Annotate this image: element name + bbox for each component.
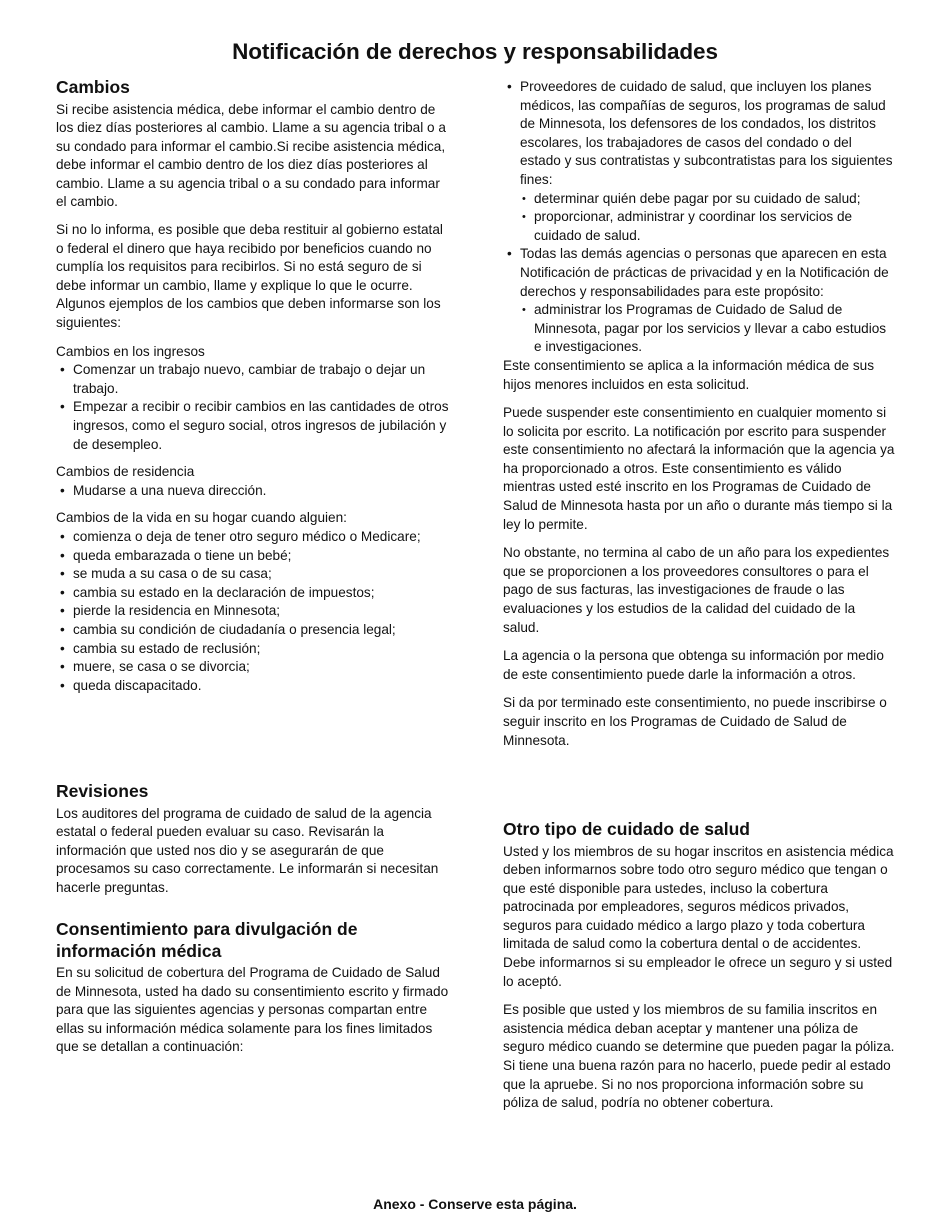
list-item: • Empezar a recibir o recibir cambios en las cantidades de otros ingresos, como el seguro social, otros ingresos de jubilación y de desempleo. (56, 398, 451, 454)
changes-paragraph-2: Si no lo informa, es posible que deba restituir al gobierno estatal o federal el dinero que haya recibido por beneficios cuando no cumplía los requisitos para recibirlos. Si no está seguro de si debe informar un cambio, llame y explique lo que le ocurre. Algunos ejemplos de los cambios que deben informarse son los siguientes: (56, 222, 443, 331)
consent-children-paragraph: Este consentimiento se aplica a la información médica de sus hijos menores incluidos en esta solicitud. (503, 357, 875, 392)
list-item: • pierde la residencia en Minnesota; (56, 602, 451, 621)
consent-section (56, 919, 451, 1057)
consent-sharing-paragraph: La agencia o la persona que obtenga su información por medio de este consentimiento puede darle la información a otros. (503, 648, 884, 682)
consent-heading (56, 919, 451, 962)
changes-section (56, 77, 451, 695)
consent-heading-line-1: Consentimiento para divulgación de (56, 919, 358, 939)
other-agencies-bullet-text: Todas las demás agencias o personas que aparecen en esta Notificación de prácticas de privacidad y en la Notificación de derechos y responsabilidades para este propósito: (520, 246, 889, 299)
life-changes-list (56, 528, 451, 695)
other-agencies-purposes-list (503, 301, 895, 357)
life-changes-label: Cambios de la vida en su hogar cuando alguien: (56, 510, 347, 526)
residence-changes-list (56, 482, 451, 501)
other-coverage-paragraph-2: Es posible que usted y los miembros de su familia inscritos en asistencia médica deban aceptar y mantener una póliza de seguro médico cuando se determine que pueden pagar la póliza. Si tiene una buena razón para no hacerlo, puede pedir al estado que la apruebe. Si no nos proporciona información sobre su póliza de salud, podría no obtener cobertura. (503, 1002, 895, 1111)
providers-bullet-text: Proveedores de cuidado de salud, que incluyen los planes médicos, las compañías de seguros, los programas de salud de Minnesota, los defensores de los condados, los distritos escolares, los trabajadores de casos del condado o del estado y sus contratistas y subcontratistas para los siguientes fines: (520, 79, 893, 187)
page-title: Notificación de derechos y responsabilidades (232, 39, 718, 64)
reviews-section (56, 781, 451, 897)
list-item (503, 78, 895, 245)
list-item: • queda discapacitado. (56, 677, 451, 696)
consent-recipients-list (503, 78, 895, 357)
list-item: • proporcionar, administrar y coordinar los servicios de cuidado de salud. (503, 208, 895, 245)
consent-suspend-paragraph: Puede suspender este consentimiento en cualquier momento si lo solicita por escrito. La notificación por escrito para suspender este consentimiento no afectará la información que la agencia ya ha proporcionado a otros. Este consentimiento es válido mientras usted esté inscrito en los Programas de Cuidado de Salud de Minnesota hasta por un año o durante más tiempo si la ley lo permite. (503, 405, 895, 532)
reviews-paragraph: Los auditores del programa de cuidado de salud de la agencia estatal o federal pueden evaluar su caso. Revisarán la información que usted nos dio y se asegurarán de que procesamos su caso correctamente. Le informarán si necesitan hacerle preguntas. (56, 805, 439, 895)
list-item (503, 245, 895, 357)
list-item: • Comenzar un trabajo nuevo, cambiar de trabajo o dejar un trabajo. (56, 361, 451, 398)
list-item: • administrar los Programas de Cuidado de Salud de Minnesota, pagar por los servicios y llevar a cabo estudios e investigaciones. (503, 301, 895, 357)
page-footer: Anexo - Conserve esta página. (373, 1196, 577, 1212)
changes-paragraph-1: Si recibe asistencia médica, debe informar el cambio dentro de los diez días posteriores al cambio. Llame a su agencia tribal o a su condado para informar el cambio.Si recibe asistencia médica, debe informar el cambio dentro de los diez días posteriores al cambio. Llame a su agencia tribal o a su condado para informar el cambio. (56, 101, 446, 210)
consent-paragraph: En su solicitud de cobertura del Programa de Cuidado de Salud de Minnesota, usted ha dado su consentimiento escrito y firmado para que las siguientes agencias y personas compartan entre ellas su información médica solamente para los fines limitados que se detallan a continuación: (56, 965, 449, 1055)
list-item: • comienza o deja de tener otro seguro médico o Medicare; (56, 528, 451, 547)
reviews-heading: Revisiones (56, 781, 149, 801)
list-item: • Mudarse a una nueva dirección. (56, 482, 451, 501)
list-item: • determinar quién debe pagar por su cuidado de salud; (503, 190, 895, 209)
income-changes-label: Cambios en los ingresos (56, 343, 205, 359)
consent-termination-paragraph: Si da por terminado este consentimiento, no puede inscribirse o seguir inscrito en los Programas de Cuidado de Salud de Minnesota. (503, 695, 887, 748)
income-changes-list (56, 361, 451, 454)
other-coverage-paragraph-1: Usted y los miembros de su hogar inscritos en asistencia médica deben informarnos sobre todo otro seguro médico que tengan o que esté disponible para ustedes, incluso la cobertura patrocinada por empleadores, seguros médicos privados, seguros para cuidado médico a largo plazo y toda cobertura limitada de salud como la cobertura dental o de accidentes. Debe informarnos si su empleador le ofrece un seguro y si usted lo aceptó. (503, 843, 894, 989)
changes-heading: Cambios (56, 77, 130, 97)
list-item: • se muda a su casa o de su casa; (56, 565, 451, 584)
residence-changes-label: Cambios de residencia (56, 464, 195, 480)
other-coverage-section (503, 819, 895, 1113)
list-item: • cambia su condición de ciudadanía o presencia legal; (56, 621, 451, 640)
consent-continued (503, 78, 895, 750)
list-item: • queda embarazada o tiene un bebé; (56, 547, 451, 566)
list-item: • muere, se casa o se divorcia; (56, 658, 451, 677)
consent-duration-paragraph: No obstante, no termina al cabo de un año para los expedientes que se proporcionen a los proveedores consultores o para el pago de sus facturas, las investigaciones de fraude o las evaluaciones y los estudios de la calidad del cuidado de la salud. (503, 545, 890, 635)
consent-heading-line-2: información médica (56, 940, 222, 961)
list-item: • cambia su estado de reclusión; (56, 640, 451, 659)
other-coverage-heading: Otro tipo de cuidado de salud (503, 819, 750, 839)
list-item: • cambia su estado en la declaración de impuestos; (56, 584, 451, 603)
providers-purposes-list (503, 190, 895, 246)
